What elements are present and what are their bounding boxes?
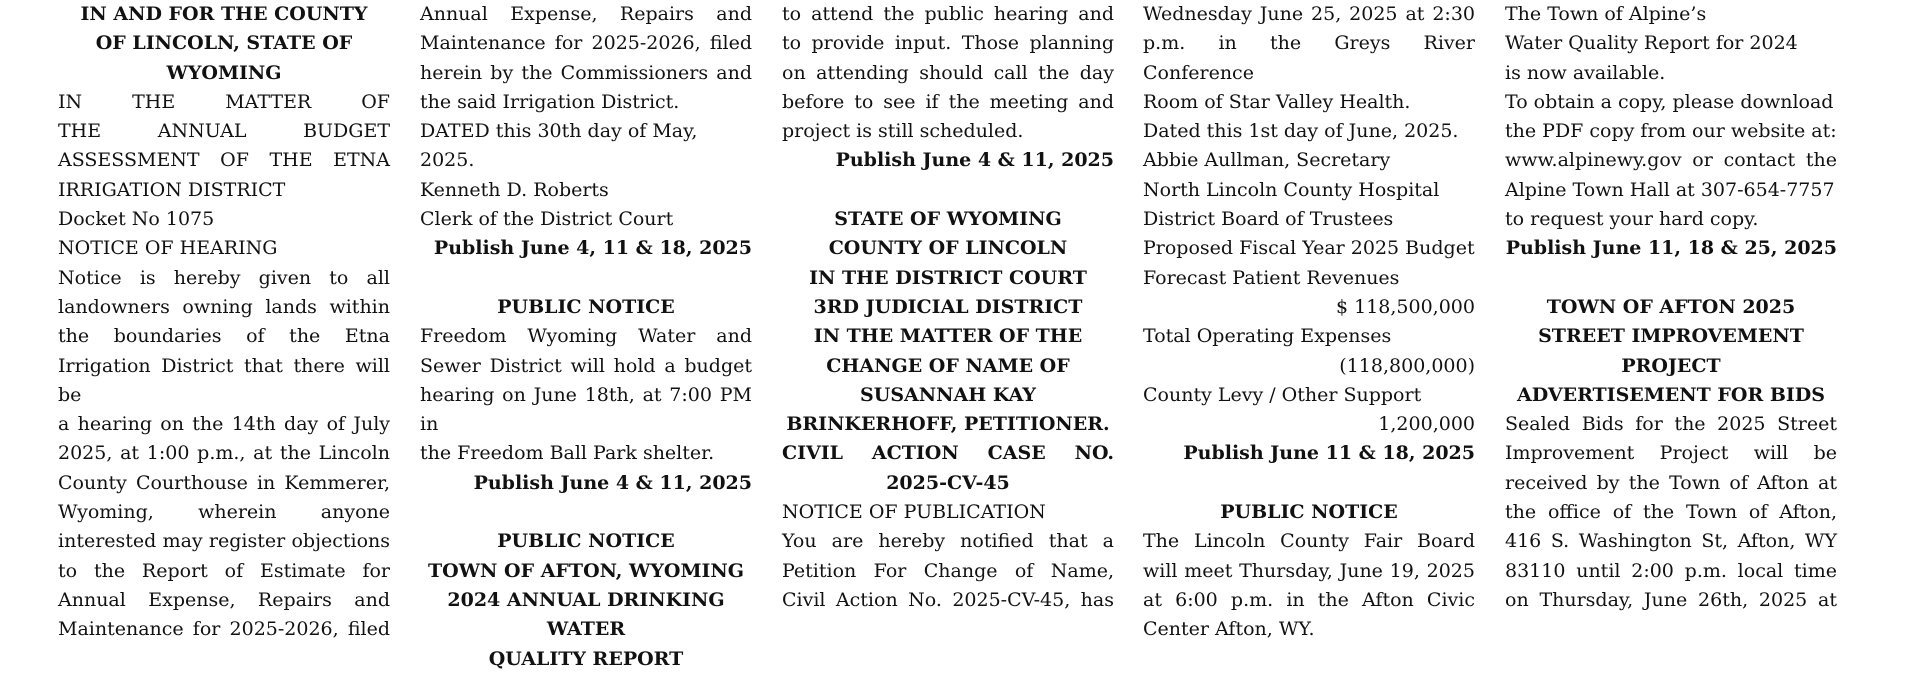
spacer <box>420 264 752 293</box>
text-line: County Levy / Other Support <box>1143 383 1422 406</box>
text-line: IN THE MATTER OF <box>58 90 390 113</box>
text-line: will meet Thursday, June 19, 2025 <box>1143 559 1475 582</box>
column-3 <box>782 0 1114 611</box>
text-line: to the Report of Estimate for <box>58 559 390 582</box>
text-line: North Lincoln County Hospital <box>1143 178 1440 201</box>
notice-heading: WATER <box>546 618 626 641</box>
text-line: interested may register objections <box>58 530 390 553</box>
budget-amount: 1,200,000 <box>1378 413 1475 436</box>
text-line: is now available. <box>1505 61 1666 84</box>
budget-amount: $ 118,500,000 <box>1335 295 1475 318</box>
notice-heading: PUBLIC NOTICE <box>1220 501 1398 524</box>
text-line: Maintenance for 2025-2026, filed <box>58 618 390 641</box>
notice-heading: QUALITY REPORT <box>488 647 684 670</box>
notice-heading: PUBLIC NOTICE <box>497 530 675 553</box>
notice-heading: TOWN OF AFTON 2025 <box>1546 295 1796 318</box>
text-line: NOTICE OF PUBLICATION <box>782 501 1046 524</box>
spacer <box>1143 469 1475 498</box>
notice-heading: WYOMING <box>166 61 282 84</box>
text-line: at 6:00 p.m. in the Afton Civic <box>1143 588 1475 611</box>
text-line: Total Operating Expenses <box>1143 325 1392 348</box>
text-line: 83110 until 2:00 p.m. local time <box>1505 559 1837 582</box>
text-line: www.alpinewy.gov or contact the <box>1505 149 1837 172</box>
text-line: Improvement Project will be <box>1505 442 1837 465</box>
text-line: To obtain a copy, please download <box>1505 90 1834 113</box>
notice-heading: 2025-CV-45 <box>886 471 1010 494</box>
text-line: 2025, at 1:00 p.m., at the Lincoln <box>58 442 390 465</box>
column-5 <box>1505 0 1837 611</box>
text-line: The Town of Alpine’s <box>1505 3 1707 25</box>
publish-dates: Publish June 11 & 18, 2025 <box>1183 442 1475 465</box>
text-line: the Freedom Ball Park shelter. <box>420 442 715 465</box>
text-line: a hearing on the 14th day of July <box>58 413 390 436</box>
notice-heading: TOWN OF AFTON, WYOMING <box>428 559 744 582</box>
text-line: Abbie Aullman, Secretary <box>1143 149 1391 172</box>
notice-heading: ADVERTISEMENT FOR BIDS <box>1516 383 1826 406</box>
text-line: landowners owning lands within <box>58 295 390 318</box>
text-line: Petition For Change of Name, <box>782 559 1114 582</box>
text-line: ASSESSMENT OF THE ETNA <box>58 149 390 172</box>
text-line: Center Afton, WY. <box>1143 618 1315 641</box>
notice-heading: PROJECT <box>1621 354 1721 377</box>
notice-heading: CIVIL ACTION CASE NO. <box>782 442 1114 465</box>
spacer <box>782 176 1114 205</box>
notice-heading: 3RD JUDICIAL DISTRICT <box>813 295 1083 318</box>
text-line: Annual Expense, Repairs and <box>420 3 752 25</box>
text-line: received by the Town of Afton at <box>1505 471 1837 494</box>
text-line: Notice is hereby given to all <box>58 266 390 289</box>
text-line: Alpine Town Hall at 307-654-7757 <box>1505 178 1835 201</box>
notice-heading: STATE OF WYOMING <box>834 208 1062 231</box>
text-line: NOTICE OF HEARING <box>58 237 278 260</box>
publish-dates: Publish June 4, 11 & 18, 2025 <box>433 237 752 260</box>
text-line: Irrigation District that there will be <box>58 354 390 406</box>
text-line: Kenneth D. Roberts <box>420 178 609 201</box>
text-line: herein by the Commissioners and <box>420 61 752 84</box>
text-line: DATED this 30th day of May, 2025. <box>420 120 698 172</box>
text-line: Water Quality Report for 2024 <box>1505 32 1798 55</box>
text-line: the PDF copy from our website at: <box>1505 120 1837 143</box>
notice-heading: PUBLIC NOTICE <box>497 295 675 318</box>
text-line: to attend the public hearing and <box>782 3 1114 25</box>
notice-heading: IN THE MATTER OF THE <box>813 325 1083 348</box>
text-line: Proposed Fiscal Year 2025 Budget <box>1143 237 1475 260</box>
text-line: Forecast Patient Revenues <box>1143 266 1400 289</box>
column-2 <box>420 0 752 670</box>
notice-heading: SUSANNAH KAY <box>860 383 1036 406</box>
text-line: You are hereby notified that a <box>782 530 1114 553</box>
text-line: Clerk of the District Court <box>420 208 674 231</box>
text-line: Sealed Bids for the 2025 Street <box>1505 413 1837 436</box>
text-line: The Lincoln County Fair Board <box>1143 530 1475 553</box>
notice-heading: BRINKERHOFF, PETITIONER. <box>786 413 1110 436</box>
text-line: to request your hard copy. <box>1505 208 1759 231</box>
notice-heading: COUNTY OF LINCOLN <box>828 237 1068 260</box>
text-line: District Board of Trustees <box>1143 208 1394 231</box>
text-line: on Thursday, June 26th, 2025 at <box>1505 588 1837 611</box>
publish-dates: Publish June 4 & 11, 2025 <box>473 471 752 494</box>
text-line: the boundaries of the Etna <box>58 325 390 348</box>
text-line: IRRIGATION DISTRICT <box>58 178 286 201</box>
text-line: hearing on June 18th, at 7:00 PM in <box>420 383 752 436</box>
text-line: to provide input. Those planning <box>782 32 1114 55</box>
notice-heading: STREET IMPROVEMENT <box>1538 325 1804 348</box>
text-line: Freedom Wyoming Water and <box>420 325 752 348</box>
text-line: the said Irrigation District. <box>420 90 680 113</box>
publish-dates: Publish June 11, 18 & 25, 2025 <box>1505 237 1837 260</box>
text-line: Room of Star Valley Health. <box>1143 90 1411 113</box>
text-line: the office of the Town of Afton, <box>1505 501 1837 524</box>
budget-amount: (118,800,000) <box>1339 354 1475 377</box>
text-line: project is still scheduled. <box>782 120 1024 143</box>
column-4 <box>1143 0 1475 641</box>
text-line: THE ANNUAL BUDGET <box>58 120 390 143</box>
text-line: County Courthouse in Kemmerer, <box>58 471 390 494</box>
text-line: Maintenance for 2025-2026, filed <box>420 32 752 55</box>
text-line: on attending should call the day <box>782 61 1114 84</box>
text-line: Annual Expense, Repairs and <box>58 588 390 611</box>
text-line: Civil Action No. 2025-CV-45, has <box>782 588 1114 611</box>
spacer <box>1505 264 1837 293</box>
notice-heading: CHANGE OF NAME OF <box>826 354 1070 377</box>
column-1 <box>58 0 390 641</box>
spacer <box>420 498 752 527</box>
text-line: Dated this 1st day of June, 2025. <box>1143 120 1459 143</box>
notice-heading: IN AND FOR THE COUNTY <box>80 3 368 25</box>
notice-heading: IN THE DISTRICT COURT <box>809 266 1087 289</box>
text-line: p.m. in the Greys River Conference <box>1143 32 1475 84</box>
publish-dates: Publish June 4 & 11, 2025 <box>835 149 1114 172</box>
text-line: 416 S. Washington St, Afton, WY <box>1505 530 1837 553</box>
notice-heading: 2024 ANNUAL DRINKING <box>447 588 725 611</box>
text-line: Wyoming, wherein anyone <box>58 501 390 524</box>
text-line: Sewer District will hold a budget <box>420 354 752 377</box>
text-line: Docket No 1075 <box>58 208 215 231</box>
text-line: Wednesday June 25, 2025 at 2:30 <box>1143 3 1475 25</box>
notice-heading: OF LINCOLN, STATE OF <box>95 32 353 55</box>
text-line: before to see if the meeting and <box>782 90 1114 113</box>
